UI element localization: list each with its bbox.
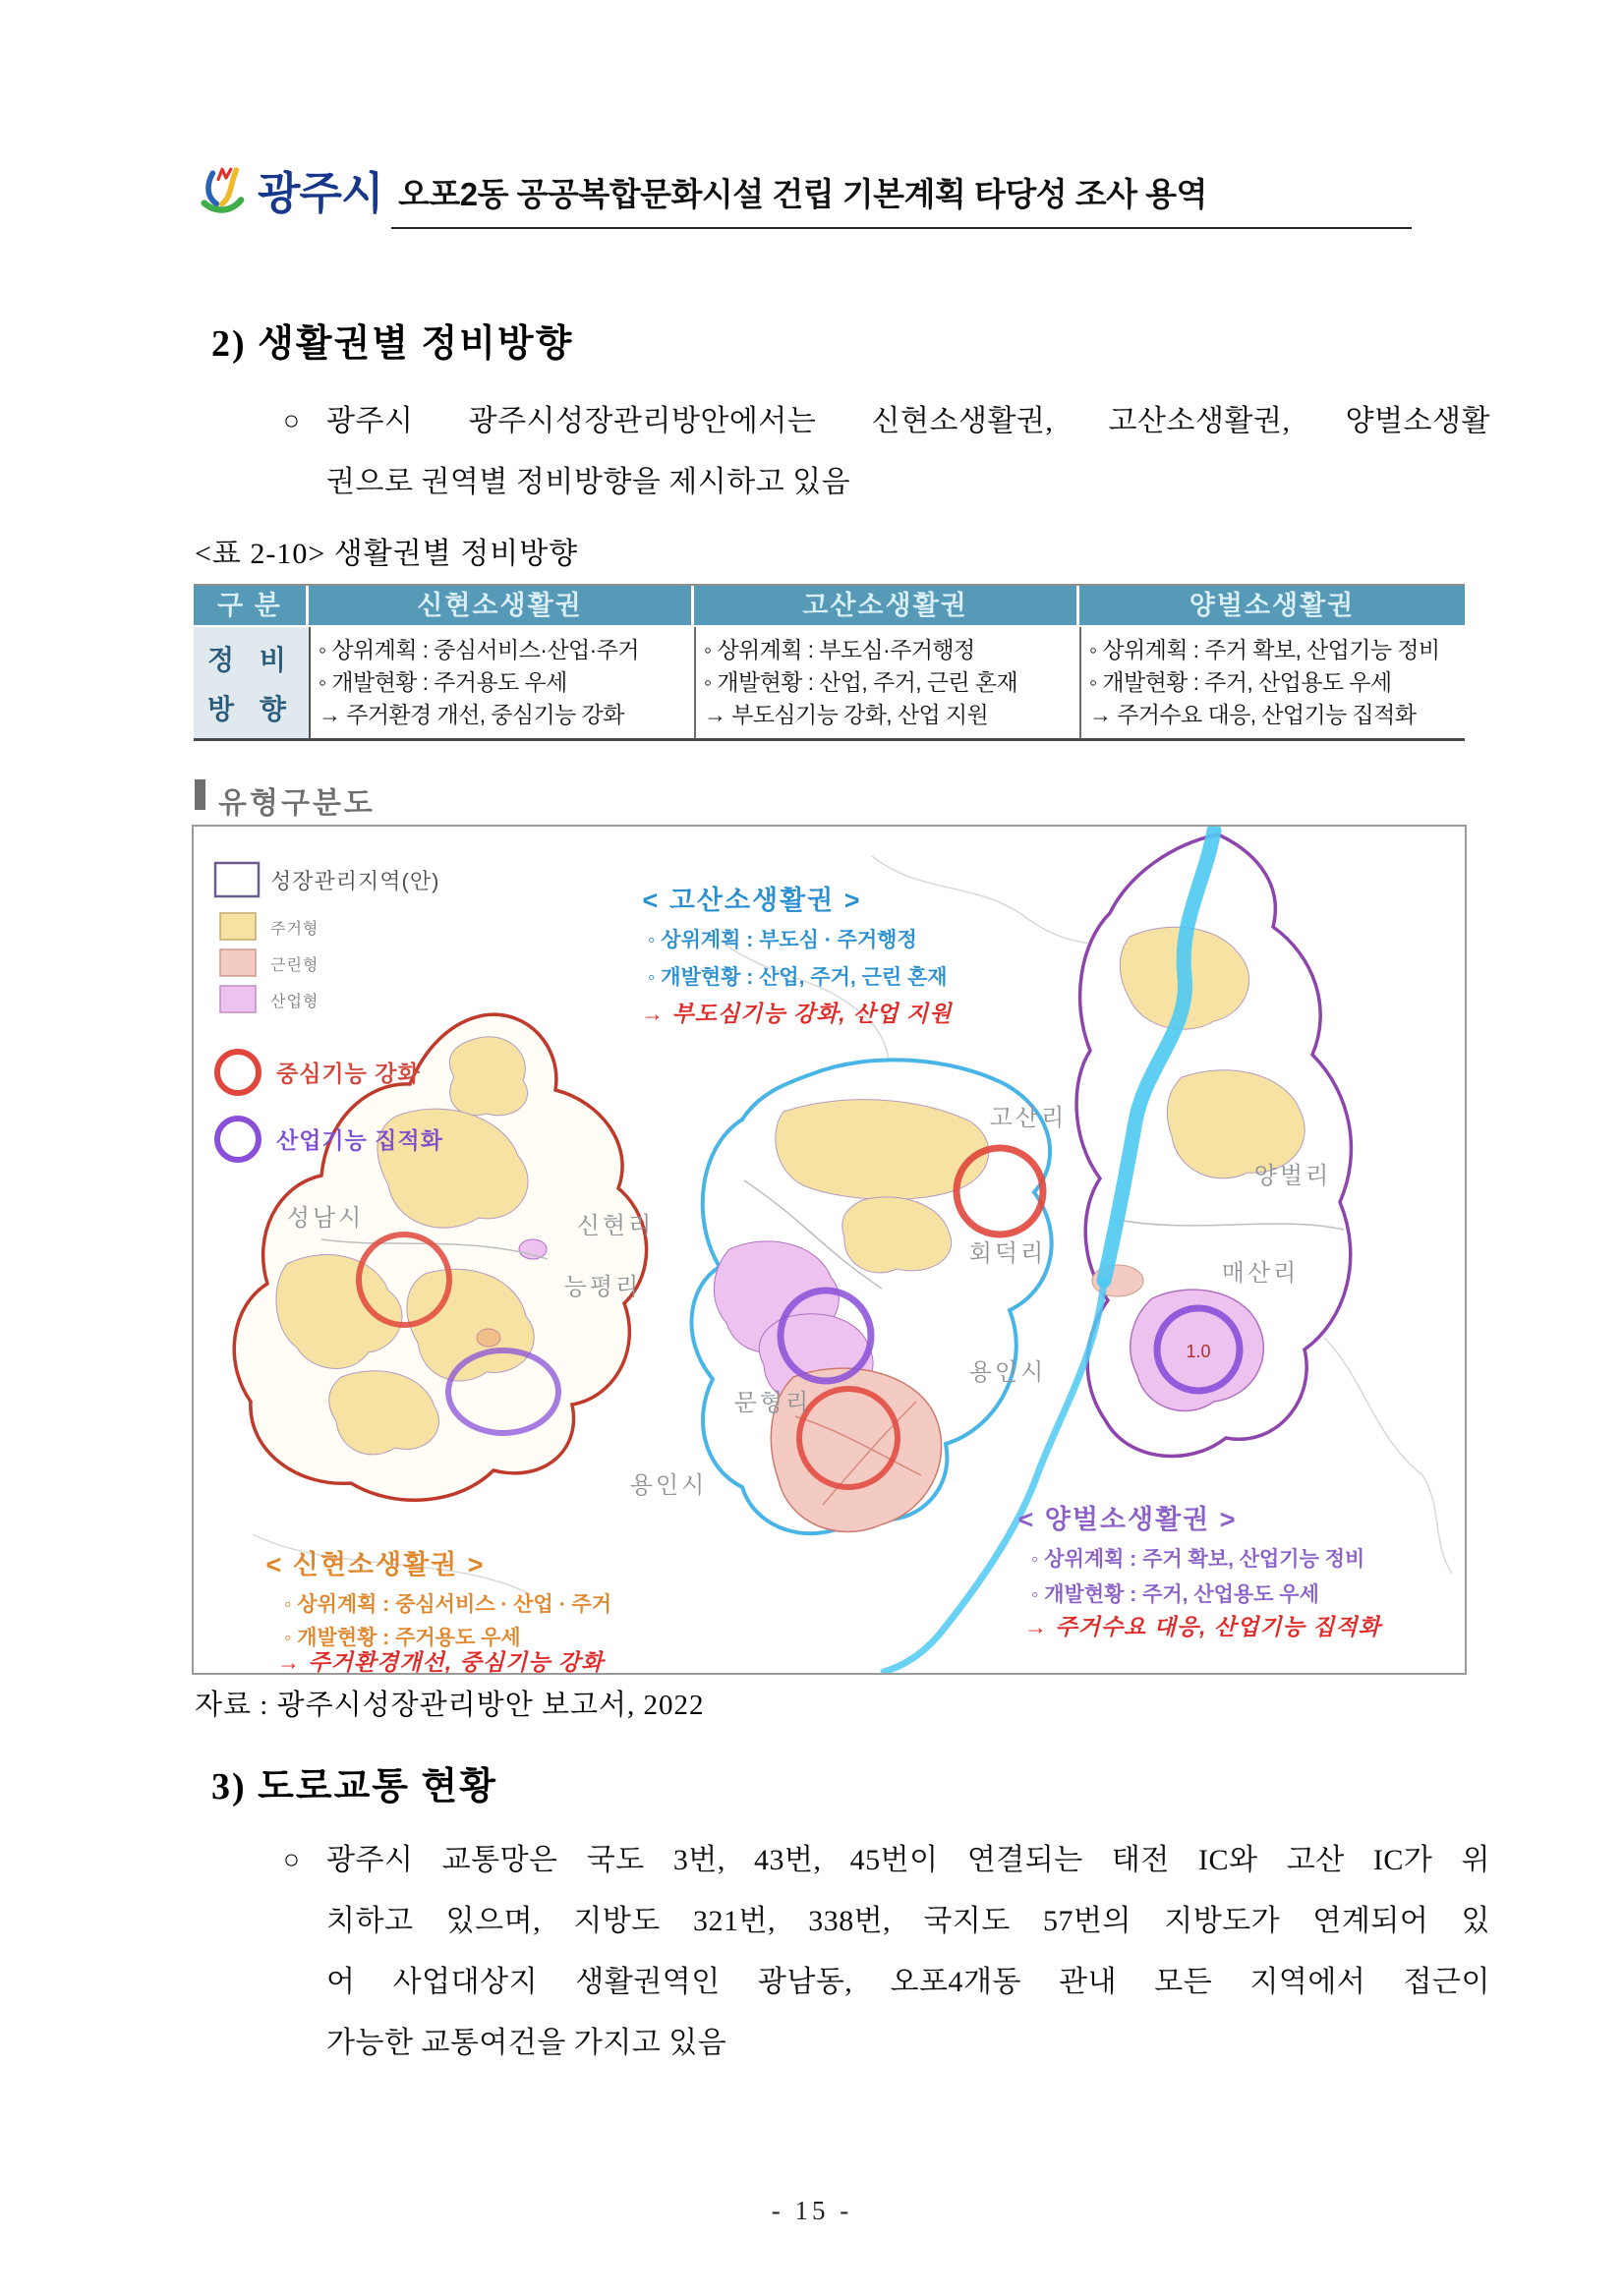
legend-swatch-growth-area <box>215 863 259 896</box>
col-header-gubun: 구 분 <box>194 586 309 625</box>
cell-line: → 주거환경 개선, 중심기능 강화 <box>319 702 624 727</box>
label-gosan-ri: 고산리 <box>989 1105 1068 1131</box>
type-classification-map <box>192 825 1467 1675</box>
paragraph-line: 광주시 교통망은 국도 3번, 43번, 45번이 연결되는 태전 IC와 고산 IC가 위 <box>326 1844 1490 1876</box>
cell-line: → 부도심기능 강화, 산업 지원 <box>704 702 989 727</box>
col-header-yangbeol: 양벌소생활권 <box>1079 586 1465 625</box>
paragraph-line: 어 사업대상지 생활권역인 광남동, 오포4개동 관내 모든 지역에서 접근이 <box>326 1966 1490 1998</box>
label-sinhyeon-ri: 신현리 <box>576 1213 655 1239</box>
label-munhyeong-ri: 문형리 <box>733 1390 812 1416</box>
industrial-patch-left <box>519 1239 547 1259</box>
table-header-row <box>194 586 1465 625</box>
cell-sinhyeon <box>309 627 694 738</box>
map-svg <box>194 827 1465 1673</box>
sinhyeon-annotation-title: < 신현소생활권 > <box>265 1550 486 1579</box>
legend-swatch-industrial <box>220 986 256 1012</box>
gosan-annotation <box>641 885 953 1026</box>
yangbeol-annotation-line2: ◦ 개발현황 : 주거, 산업용도 우세 <box>1031 1583 1319 1606</box>
cell-gosan <box>694 627 1079 738</box>
cell-line: ◦ 상위계획 : 중심서비스·산업·주거 <box>319 637 639 662</box>
yangbeol-region <box>1076 834 1351 1457</box>
ring-value-label: 1.0 <box>1186 1342 1211 1361</box>
mixed-patch-left <box>477 1329 500 1347</box>
legend-label-industrial: 산업형 <box>270 994 319 1010</box>
table-caption: <표 2-10> 생활권별 정비방향 <box>195 538 579 570</box>
legend-label-neighborhood: 근린형 <box>270 957 319 974</box>
row-label-line: 방 향 <box>207 693 295 724</box>
gosan-annotation-title: < 고산소생활권 > <box>642 886 862 915</box>
sinhyeon-region <box>234 1014 646 1500</box>
bullet-marker: ○ <box>283 406 300 436</box>
legend-label-core-function: 중심기능 강화 <box>276 1061 421 1086</box>
sinhyeon-annotation-arrow: → 주거환경개선, 중심기능 강화 <box>277 1649 605 1673</box>
figure-title-bar <box>195 779 205 810</box>
row-label <box>194 627 309 738</box>
legend-swatch-neighborhood <box>220 949 256 976</box>
section3-paragraph <box>283 1830 1490 2074</box>
label-neungpyeong-ri: 능평리 <box>563 1274 642 1300</box>
label-yangbeol-ri: 양벌리 <box>1253 1163 1332 1189</box>
label-seongnam: 성남시 <box>286 1205 365 1232</box>
table-body-row <box>194 625 1465 738</box>
paragraph-line: 가능한 교통여건을 가지고 있음 <box>326 2027 727 2059</box>
legend-ring-purple-icon <box>217 1119 259 1160</box>
sinhyeon-annotation-line1: ◦ 상위계획 : 중심서비스 · 산업 · 주거 <box>284 1593 611 1616</box>
header-divider <box>391 227 1412 229</box>
gosan-annotation-line1: ◦ 상위계획 : 부도심 · 주거행정 <box>648 929 917 951</box>
bullet-marker: ○ <box>283 1845 300 1875</box>
figure-source: 자료 : 광주시성장관리방안 보고서, 2022 <box>195 1690 705 1721</box>
gwangju-city-logo-icon <box>195 162 250 217</box>
cell-line: ◦ 상위계획 : 주거 확보, 산업기능 정비 <box>1089 637 1440 662</box>
section2-heading: 2) 생활권별 정비방향 <box>211 323 574 365</box>
legend-swatch-residential <box>220 913 256 940</box>
cell-line: ◦ 상위계획 : 부도심·주거행정 <box>704 637 975 662</box>
label-maesan-ri: 매산리 <box>1221 1260 1300 1287</box>
cell-line: ◦ 개발현황 : 산업, 주거, 근린 혼재 <box>704 669 1018 695</box>
yangbeol-annotation-line1: ◦ 상위계획 : 주거 확보, 산업기능 정비 <box>1031 1548 1365 1571</box>
figure-title: 유형구분도 <box>218 787 376 820</box>
label-yongin-right: 용인시 <box>968 1359 1047 1386</box>
sinhyeon-annotation <box>265 1549 611 1673</box>
paragraph-line: 치하고 있으며, 지방도 321번, 338번, 국지도 57번의 지방도가 연계되어 있 <box>326 1905 1490 1937</box>
cell-yangbeol <box>1079 627 1465 738</box>
legend-ring-red-icon <box>217 1052 259 1093</box>
city-logo <box>195 157 382 221</box>
gosan-annotation-arrow: → 부도심기능 강화, 산업 지원 <box>641 1001 953 1026</box>
col-header-gosan: 고산소생활권 <box>694 586 1079 625</box>
label-yongin-left: 용인시 <box>629 1472 708 1499</box>
label-hoedeok-ri: 회덕리 <box>968 1240 1047 1267</box>
row-label-line: 정 비 <box>207 644 295 675</box>
col-header-sinhyeon: 신현소생활권 <box>309 586 694 625</box>
cell-line: → 주거수요 대응, 산업기능 집적화 <box>1089 702 1417 727</box>
city-logo-text: 광주시 <box>258 168 383 218</box>
yangbeol-annotation-title: < 양벌소생활권 > <box>1017 1505 1238 1534</box>
section3-heading: 3) 도로교통 현황 <box>211 1766 497 1808</box>
sinhyeon-annotation-line2: ◦ 개발현황 : 주거용도 우세 <box>284 1627 521 1649</box>
improvement-direction-table <box>194 584 1465 741</box>
cell-line: ◦ 개발현황 : 주거용도 우세 <box>319 669 567 695</box>
yangbeol-annotation <box>1017 1504 1383 1639</box>
page-number: - 15 - <box>771 2196 853 2225</box>
paragraph-line: 권으로 권역별 정비방향을 제시하고 있음 <box>326 466 851 498</box>
legend-label-industry-cluster: 산업기능 집적화 <box>276 1127 443 1153</box>
legend-label-growth-area: 성장관리지역(안) <box>270 869 440 893</box>
paragraph-line: 광주시 광주시성장관리방안에서는 신현소생활권, 고산소생활권, 양벌소생활 <box>326 405 1490 437</box>
document-title: 오포2동 공공복합문화시설 건립 기본계획 타당성 조사 용역 <box>398 176 1207 212</box>
gosan-annotation-line2: ◦ 개발현황 : 산업, 주거, 근린 혼재 <box>648 966 948 989</box>
legend-label-residential: 주거형 <box>270 921 319 938</box>
yangbeol-annotation-arrow: → 주거수요 대응, 산업기능 집적화 <box>1024 1614 1381 1639</box>
cell-line: ◦ 개발현황 : 주거, 산업용도 우세 <box>1089 669 1392 695</box>
section2-paragraph <box>283 391 1490 513</box>
